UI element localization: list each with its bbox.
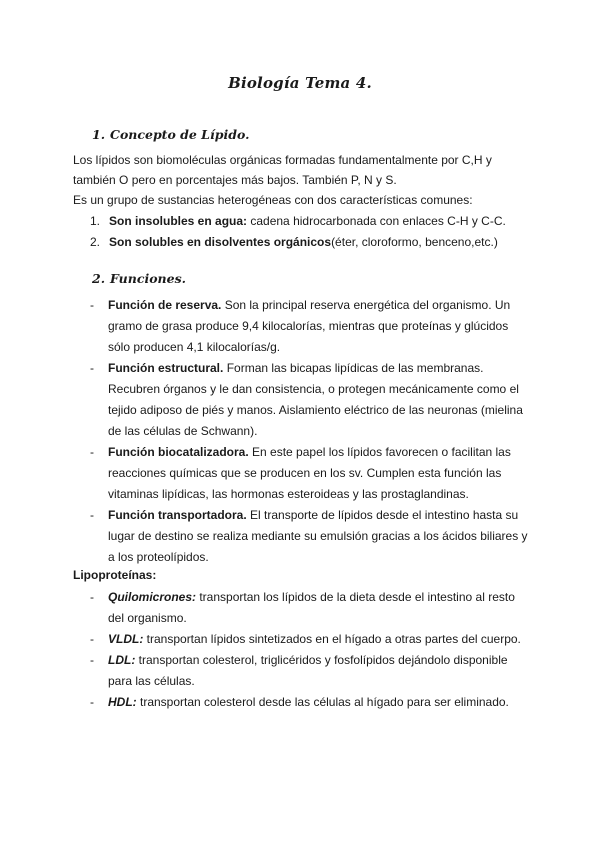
lipoproteins-list (90, 587, 530, 713)
list-item (90, 358, 530, 442)
section-1-paragraph (73, 150, 543, 210)
list-item-text: El transporte de lípidos desde el intestino hasta su lugar de destino se realiza mediante su emulsión gracias a los ácidos biliares y a los proteolípidos. (108, 508, 528, 564)
list-item-text: (éter, cloroformo, benceno,etc.) (331, 235, 498, 249)
list-item (90, 505, 530, 568)
list-item-bold: Función de reserva. (108, 298, 222, 312)
dash-bullet: - (90, 590, 94, 604)
list-item (90, 295, 530, 358)
list-item-bold: Función transportadora. (108, 508, 247, 522)
list-item-bold: HDL: (108, 695, 137, 709)
section-1-title: Concepto de Lípido. (110, 127, 250, 142)
section-2-number: 2. (92, 271, 106, 286)
list-item-bold: LDL: (108, 653, 136, 667)
list-item (90, 629, 530, 650)
list-item (90, 587, 530, 629)
list-item-text: cadena hidrocarbonada con enlaces C-H y C-C. (247, 214, 506, 228)
list-item (90, 211, 506, 232)
list-item-text: Forman las bicapas lipídicas de las membranas. Recubren órganos y le dan consistencia, o protegen mecánicamente como el tejido adiposo de piés y manos. Aislamiento eléctrico de las neuronas (mielina de las células de Schwann). (108, 361, 523, 438)
list-index: 2. (90, 235, 101, 249)
dash-bullet: - (90, 695, 94, 709)
section-2-heading (92, 271, 186, 286)
paragraph-line: Los lípidos son biomoléculas orgánicas formadas fundamentalmente por C,H y (73, 153, 492, 167)
section-2-title: Funciones. (110, 271, 186, 286)
list-item-bold: Función biocatalizadora. (108, 445, 249, 459)
functions-list (90, 295, 530, 568)
paragraph-line: Es un grupo de sustancias heterogéneas con dos características comunes: (73, 193, 473, 207)
lipoproteins-heading: Lipoproteínas: (73, 568, 157, 582)
document-title: Biología Tema 4. (228, 74, 372, 92)
list-item-text: transportan colesterol desde las células al hígado para ser eliminado. (136, 695, 509, 709)
list-item-bold: Función estructural. (108, 361, 224, 375)
section-1-heading (92, 127, 249, 142)
list-item-bold: VLDL: (108, 632, 144, 646)
list-item-text: transportan lípidos sintetizados en el hígado a otras partes del cuerpo. (143, 632, 521, 646)
list-item (90, 442, 530, 505)
list-item-text: transportan colesterol, triglicéridos y fosfolípidos dejándolo disponible para las células. (108, 653, 508, 688)
list-item (90, 232, 506, 253)
list-item-bold: Son solubles en disolventes orgánicos (109, 235, 332, 249)
list-item-bold: Son insolubles en agua: (109, 214, 248, 228)
list-item-text: transportan los lípidos de la dieta desde el intestino al resto del organismo. (108, 590, 515, 625)
dash-bullet: - (90, 298, 94, 312)
list-item-text: En este papel los lípidos favorecen o facilitan las reacciones químicas que se producen en los sv. Cumplen esta función las vitaminas lipídicas, las hormonas esteroideas y las prostaglandinas. (108, 445, 511, 501)
characteristics-list (90, 211, 506, 253)
list-item-text: Son la principal reserva energética del organismo. Un gramo de grasa produce 9,4 kilocalorías, mientras que proteínas y glúcidos sólo producen 4,1 kilocalorías/g. (108, 298, 511, 354)
list-index: 1. (90, 214, 101, 228)
dash-bullet: - (90, 445, 94, 459)
dash-bullet: - (90, 361, 94, 375)
list-item-bold: Quilomicrones: (108, 590, 197, 604)
dash-bullet: - (90, 653, 94, 667)
list-item (90, 650, 530, 692)
section-1-number: 1. (92, 127, 106, 142)
dash-bullet: - (90, 632, 94, 646)
list-item (90, 692, 530, 713)
dash-bullet: - (90, 508, 94, 522)
paragraph-line: también O pero en porcentajes más bajos. También P, N y S. (73, 173, 397, 187)
